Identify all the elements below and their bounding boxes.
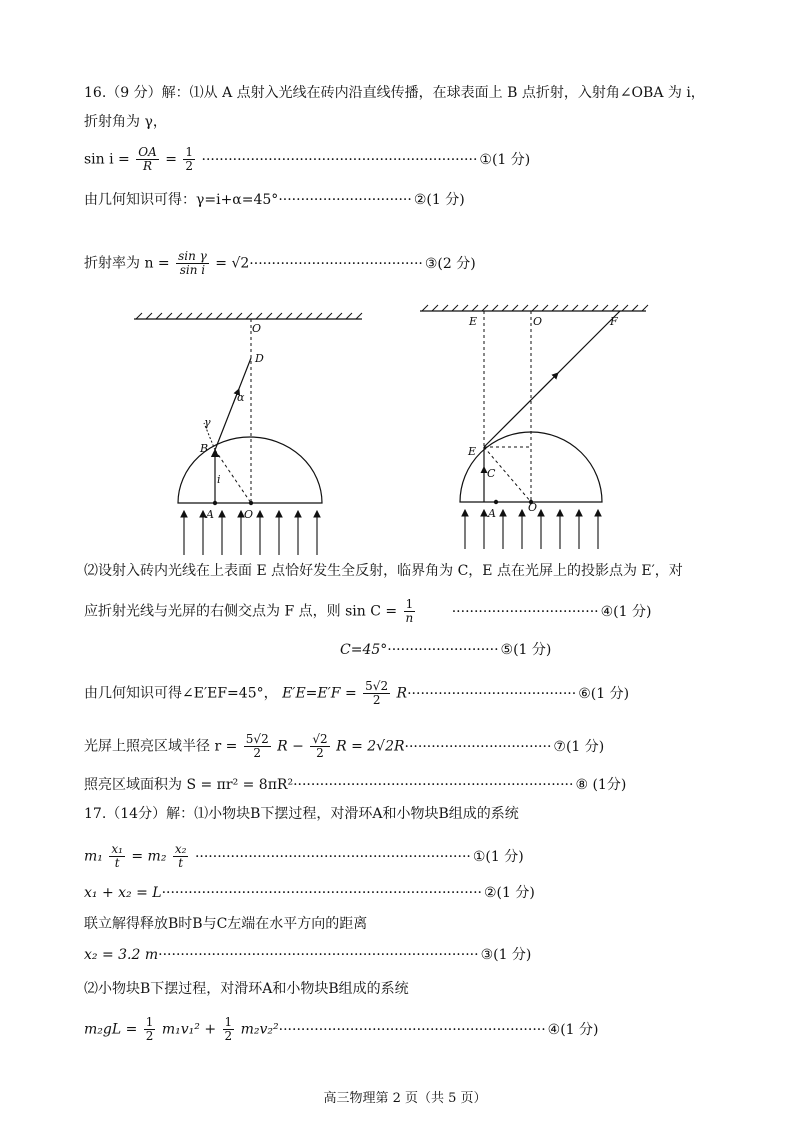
score-mark: ⑤(1 分) — [500, 642, 552, 658]
label-alpha: α — [237, 391, 245, 404]
q16-part2-line5: 光屏上照亮区域半径 r = $\frac{5√2}{2}$ R − $\frac{√2}{2}$ R = 2√2R································· ⑦(1 分) — [84, 732, 605, 760]
fraction-half-1: $\frac{1}{2}$ — [145, 1015, 154, 1043]
q17-text3: 联立解得释放B时B与C左端在水平方向的距离 — [84, 916, 368, 932]
score-mark: ③(2 分) — [424, 255, 476, 272]
label-f: F — [610, 315, 618, 328]
fraction-oa-r: $\frac{OA}{R}$ — [138, 145, 157, 173]
q16-heading: 16.（9 分）解：⑴从 A 点射入光线在砖内沿直线传播，在球表面上 B 点折射，入射角∠OBA 为 i， — [84, 85, 705, 101]
q16-part2-line6: 照亮区域面积为 S = πr² = 8πR²······························································· ⑧ (1分) — [84, 777, 627, 793]
score-mark: ⑦(1 分) — [553, 738, 605, 755]
label-o: O — [244, 508, 254, 521]
score-mark: ⑥(1 分) — [578, 685, 630, 702]
score-mark: ③(1 分) — [480, 947, 532, 963]
label-a: A — [488, 507, 496, 520]
fraction-b: $\frac{√2}{2}$ — [312, 732, 328, 760]
score-mark: ②(1 分) — [413, 192, 465, 208]
label-e-prime: E — [469, 315, 478, 328]
q17-eq2: x₁ + x₂ = L········································································ ②(1 分) — [84, 885, 535, 901]
label-a: A — [206, 508, 214, 521]
score-mark: ②(1 分) — [484, 885, 535, 901]
fraction-x1-t: $\frac{\text{x₁}}{t}$ — [111, 842, 123, 870]
fraction-a: $\frac{5√2}{2}$ — [245, 732, 269, 760]
q16-part2-line2: 应折射光线与光屏的右侧交点为 F 点，则 sin C = $\frac{1}{n}$ ································· ④(1 分) — [84, 597, 652, 625]
q17-heading: 17.（14分）解：⑴小物块B下摆过程，对滑环A和小物块B组成的系统 — [84, 806, 519, 822]
label-i: i — [217, 473, 221, 486]
q17-eq1: m₁ $\frac{\text{x₁}}{t}$ = m₂ $\frac{\text{x₂}}{t}$ ······························································ ①(1 分) — [84, 842, 524, 870]
label-o: O — [528, 501, 538, 514]
q17-eq3: x₂ = 3.2 m········································································ ③(1 分) — [84, 947, 532, 963]
refraction-diagram-left — [120, 305, 370, 560]
label-b: B — [200, 442, 209, 455]
label-c: C — [487, 467, 496, 480]
fraction-half-2: $\frac{1}{2}$ — [224, 1015, 233, 1043]
score-mark: ⑧ (1分) — [575, 777, 627, 793]
label-o1: O — [533, 315, 543, 328]
fraction-1-n: $\frac{1}{n}$ — [405, 597, 414, 625]
label-o1: O — [252, 322, 262, 335]
q16-part2-line3: C=45°························· ⑤(1 分) — [340, 642, 552, 658]
score-mark: ④(1 分) — [547, 1021, 599, 1038]
score-mark: ④(1 分) — [600, 603, 652, 620]
equation-3: 折射率为 n = $\frac{\text{sin γ}}{\text{sin i}}$ = √2······································· ③(2 分) — [84, 249, 476, 277]
label-d: D — [255, 352, 264, 365]
page-footer: 高三物理第 2 页（共 5 页） — [323, 1091, 487, 1106]
eq1-lhs: sin i = — [84, 151, 130, 168]
fraction-half: $\frac{1}{2}$ — [185, 145, 194, 173]
label-gamma: γ — [204, 416, 211, 429]
equation-1: sin i = $\frac{OA}{R}$ = $\frac{1}{2}$ ······························································ ①(1 分) — [84, 145, 531, 173]
score-mark: ①(1 分) — [472, 848, 524, 865]
label-e: E — [468, 445, 477, 458]
refraction-diagram-right — [410, 297, 660, 557]
q16-part2-line1: ⑵设射入砖内光线在上表面 E 点恰好发生全反射，临界角为 C，E 点在光屏上的投影点为 E′，对 — [84, 563, 683, 579]
fraction-sin: $\frac{\text{sin γ}}{\text{sin i}}$ — [178, 249, 207, 277]
equation-2: 由几何知识可得：γ=i+α=45°······························ ②(1 分) — [84, 192, 465, 208]
q17-eq4: m₂gL = $\frac{1}{2}$ m₁v₁² + $\frac{1}{2}$ m₂v₂²···························································· ④(1 分) — [84, 1015, 599, 1043]
score-mark: ①(1 分) — [479, 151, 531, 168]
q17-text4: ⑵小物块B下摆过程，对滑环A和小物块B组成的系统 — [84, 981, 409, 997]
fraction-5root2-2: $\frac{5√2}{2}$ — [365, 679, 389, 707]
q16-part2-line4: 由几何知识可得∠E′EF=45°， E′E=E′F = $\frac{5√2}{2}$ R······································ ⑥(1 分) — [84, 679, 630, 707]
fraction-x2-t: $\frac{\text{x₂}}{t}$ — [174, 842, 187, 870]
q16-heading-cont: 折射角为 γ， — [84, 114, 167, 130]
